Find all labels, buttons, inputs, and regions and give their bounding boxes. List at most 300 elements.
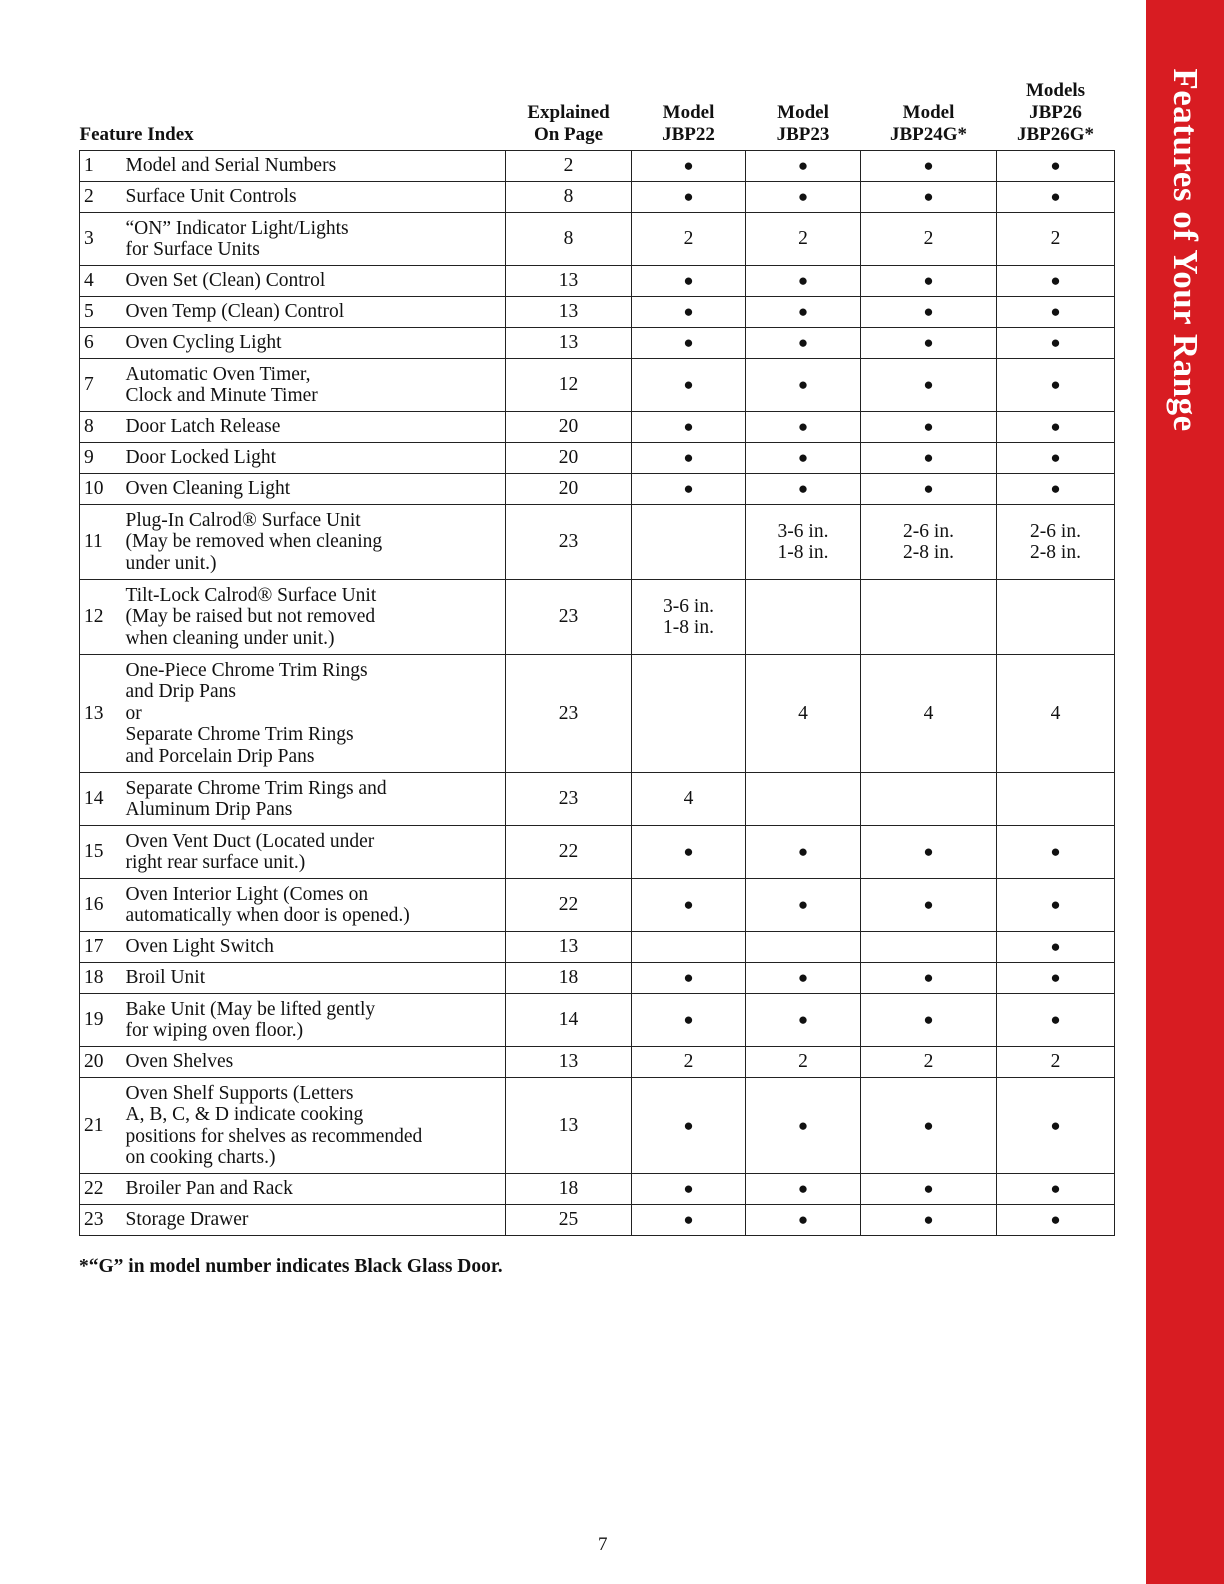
model-jbp22-cell xyxy=(632,994,746,1047)
model-jbp22-cell xyxy=(632,1078,746,1174)
cell-value: 2-8 in. xyxy=(903,542,954,563)
included-dot-icon: ● xyxy=(923,479,934,499)
feature-number: 20 xyxy=(80,1047,116,1078)
explained-on-page: 18 xyxy=(506,1174,632,1205)
explained-on-page: 13 xyxy=(506,932,632,963)
model-jbp23-header xyxy=(746,80,861,151)
feature-name-line: Oven Cycling Light xyxy=(125,332,282,354)
included-dot-icon: ● xyxy=(797,1115,809,1135)
included-dot-icon: ● xyxy=(797,302,809,322)
model-jbp22-cell xyxy=(632,213,746,266)
included-dot-icon: ● xyxy=(1050,479,1061,499)
feature-number: 3 xyxy=(80,213,116,266)
model-jbp24g-cell xyxy=(861,266,997,297)
feature-number: 21 xyxy=(80,1078,116,1174)
feature-name xyxy=(116,655,506,773)
feature-row xyxy=(80,328,1115,359)
header-line: On Page xyxy=(533,124,604,145)
included-dot-icon: ● xyxy=(923,271,934,291)
model-jbp24g-cell xyxy=(861,182,997,213)
header-line: Model xyxy=(662,102,715,123)
model-jbp23-cell xyxy=(746,328,861,359)
included-dot-icon: ● xyxy=(923,417,934,437)
cell-value: 2 xyxy=(798,228,808,250)
feature-number: 23 xyxy=(80,1205,116,1236)
feature-table xyxy=(79,80,1115,1236)
explained-on-page: 13 xyxy=(506,266,632,297)
included-dot-icon: ● xyxy=(683,842,694,862)
model-jbp26-cell xyxy=(997,213,1115,266)
feature-number: 17 xyxy=(80,932,116,963)
included-dot-icon: ● xyxy=(683,1210,694,1230)
model-jbp26-cell xyxy=(997,580,1115,655)
cell-value: 2 xyxy=(923,228,934,250)
feature-name-line: Broil Unit xyxy=(125,967,206,989)
model-jbp24g-cell xyxy=(861,213,997,266)
feature-name-line: and Porcelain Drip Pans xyxy=(125,745,315,767)
feature-name xyxy=(116,443,506,474)
feature-name xyxy=(116,474,506,505)
feature-number: 15 xyxy=(80,826,116,879)
included-dot-icon: ● xyxy=(1050,842,1061,862)
cell-value: 3-6 in. xyxy=(663,595,714,617)
included-dot-icon: ● xyxy=(923,156,934,176)
model-jbp24g-cell xyxy=(861,879,997,932)
feature-number: 10 xyxy=(80,474,116,505)
model-jbp23-cell xyxy=(746,1047,861,1078)
model-jbp26-cell xyxy=(997,879,1115,932)
model-jbp22-cell xyxy=(632,580,746,655)
included-dot-icon: ● xyxy=(683,375,694,395)
included-dot-icon: ● xyxy=(797,1010,809,1030)
included-dot-icon: ● xyxy=(1050,895,1061,915)
model-jbp23-cell xyxy=(746,266,861,297)
model-jbp22-cell xyxy=(632,1205,746,1236)
model-jbp24g-cell xyxy=(861,1205,997,1236)
feature-name xyxy=(116,773,506,826)
feature-row xyxy=(80,474,1115,505)
included-dot-icon: ● xyxy=(923,1010,934,1030)
model-jbp23-cell xyxy=(746,474,861,505)
included-dot-icon: ● xyxy=(1050,302,1061,322)
explained-on-page: 20 xyxy=(506,412,632,443)
feature-number: 4 xyxy=(80,266,116,297)
model-jbp22-cell xyxy=(632,297,746,328)
included-dot-icon: ● xyxy=(923,968,934,988)
model-jbp26-cell xyxy=(997,1078,1115,1174)
feature-name xyxy=(116,213,506,266)
feature-name xyxy=(116,151,506,182)
explained-on-page: 13 xyxy=(506,328,632,359)
model-jbp22-cell xyxy=(632,359,746,412)
feature-name-line: Oven Shelves xyxy=(125,1051,234,1073)
included-dot-icon: ● xyxy=(683,448,694,468)
model-jbp23-cell xyxy=(746,443,861,474)
feature-name xyxy=(116,412,506,443)
model-jbp23-cell xyxy=(746,1078,861,1174)
model-jbp22-cell xyxy=(632,826,746,879)
explained-on-page: 12 xyxy=(506,359,632,412)
included-dot-icon: ● xyxy=(1050,156,1061,176)
feature-name xyxy=(116,1047,506,1078)
explained-on-page: 23 xyxy=(506,655,632,773)
feature-number: 14 xyxy=(80,773,116,826)
model-jbp26-cell xyxy=(997,826,1115,879)
model-jbp24g-cell xyxy=(861,773,997,826)
feature-row xyxy=(80,266,1115,297)
model-jbp22-cell xyxy=(632,474,746,505)
included-dot-icon: ● xyxy=(1050,937,1061,957)
model-jbp23-cell xyxy=(746,879,861,932)
feature-number: 19 xyxy=(80,994,116,1047)
included-dot-icon: ● xyxy=(683,1179,694,1199)
included-dot-icon: ● xyxy=(683,417,694,437)
included-dot-icon: ● xyxy=(1050,968,1061,988)
explained-on-page: 23 xyxy=(506,505,632,580)
included-dot-icon: ● xyxy=(797,333,809,353)
feature-name xyxy=(116,826,506,879)
included-dot-icon: ● xyxy=(923,842,934,862)
feature-name xyxy=(116,1174,506,1205)
included-dot-icon: ● xyxy=(683,895,694,915)
model-jbp23-cell xyxy=(746,826,861,879)
feature-index-label: Feature Index xyxy=(79,124,194,145)
feature-row xyxy=(80,1174,1115,1205)
feature-name xyxy=(116,580,506,655)
explained-on-page: 22 xyxy=(506,826,632,879)
model-jbp24g-cell xyxy=(861,580,997,655)
model-jbp24g-cell xyxy=(861,1078,997,1174)
included-dot-icon: ● xyxy=(797,375,809,395)
header-line: JBP26G* xyxy=(1016,124,1095,145)
model-jbp23-cell xyxy=(746,580,861,655)
model-jbp22-cell xyxy=(632,932,746,963)
included-dot-icon: ● xyxy=(797,271,809,291)
feature-row xyxy=(80,213,1115,266)
explained-on-page: 13 xyxy=(506,1047,632,1078)
feature-name xyxy=(116,266,506,297)
feature-row xyxy=(80,994,1115,1047)
included-dot-icon: ● xyxy=(797,1179,809,1199)
cell-value: 2 xyxy=(683,1051,694,1073)
feature-name-line: Door Locked Light xyxy=(125,447,277,469)
header-line: JBP24G* xyxy=(889,124,968,145)
model-jbp22-cell xyxy=(632,963,746,994)
included-dot-icon: ● xyxy=(923,1115,934,1135)
header-line: Model xyxy=(777,102,829,123)
included-dot-icon: ● xyxy=(683,968,694,988)
included-dot-icon: ● xyxy=(797,842,809,862)
model-jbp22-header xyxy=(632,80,746,151)
included-dot-icon: ● xyxy=(797,417,809,437)
model-jbp26-cell xyxy=(997,1174,1115,1205)
explained-on-page: 13 xyxy=(506,1078,632,1174)
model-jbp24g-cell xyxy=(861,994,997,1047)
feature-name-line: automatically when door is opened.) xyxy=(125,905,410,926)
model-jbp26-cell xyxy=(997,151,1115,182)
cell-value: 2-6 in. xyxy=(1030,520,1081,542)
header-line: JBP22 xyxy=(662,124,715,145)
feature-name-line: Oven Temp (Clean) Control xyxy=(125,301,345,323)
included-dot-icon: ● xyxy=(923,1179,934,1199)
cell-value: 2-6 in. xyxy=(903,520,954,542)
feature-name-line: Separate Chrome Trim Rings and xyxy=(125,777,387,799)
header-line: Models xyxy=(1025,80,1086,101)
cell-value: 4 xyxy=(923,702,934,724)
feature-row xyxy=(80,773,1115,826)
included-dot-icon: ● xyxy=(1050,1179,1061,1199)
feature-row xyxy=(80,963,1115,994)
model-jbp26-cell xyxy=(997,994,1115,1047)
header-line: JBP23 xyxy=(776,124,830,145)
explained-on-page-header xyxy=(506,80,632,151)
cell-value: 3-6 in. xyxy=(777,520,829,542)
model-jbp22-cell xyxy=(632,655,746,773)
model-jbp26-cell xyxy=(997,266,1115,297)
explained-on-page: 8 xyxy=(506,213,632,266)
feature-name-line: Aluminum Drip Pans xyxy=(125,799,293,820)
included-dot-icon: ● xyxy=(1050,375,1061,395)
feature-name-line: when cleaning under unit.) xyxy=(125,627,335,649)
header-line: Explained xyxy=(527,102,610,123)
feature-number: 12 xyxy=(80,580,116,655)
feature-number: 6 xyxy=(80,328,116,359)
cell-value: 4 xyxy=(798,702,808,724)
model-jbp24g-cell xyxy=(861,474,997,505)
model-jbp24g-cell xyxy=(861,826,997,879)
feature-row xyxy=(80,1078,1115,1174)
feature-name-line: on cooking charts.) xyxy=(125,1147,276,1168)
feature-name xyxy=(116,879,506,932)
model-jbp23-cell xyxy=(746,505,861,580)
model-jbp26-cell xyxy=(997,655,1115,773)
cell-value: 2 xyxy=(798,1051,808,1073)
model-jbp23-cell xyxy=(746,297,861,328)
feature-name xyxy=(116,297,506,328)
included-dot-icon: ● xyxy=(683,156,694,176)
model-jbp23-cell xyxy=(746,994,861,1047)
included-dot-icon: ● xyxy=(683,479,694,499)
included-dot-icon: ● xyxy=(797,156,809,176)
explained-on-page: 2 xyxy=(506,151,632,182)
included-dot-icon: ● xyxy=(1050,187,1061,207)
feature-number: 16 xyxy=(80,879,116,932)
feature-name xyxy=(116,1205,506,1236)
model-jbp24g-cell xyxy=(861,655,997,773)
model-jbp23-cell xyxy=(746,182,861,213)
included-dot-icon: ● xyxy=(923,375,934,395)
included-dot-icon: ● xyxy=(923,895,934,915)
cell-value: 1-8 in. xyxy=(777,542,829,563)
cell-value: 2-8 in. xyxy=(1030,542,1081,563)
model-jbp26-cell xyxy=(997,328,1115,359)
feature-name-line: right rear surface unit.) xyxy=(125,852,306,873)
feature-name-line: Clock and Minute Timer xyxy=(125,385,318,406)
model-jbp22-cell xyxy=(632,266,746,297)
feature-name xyxy=(116,932,506,963)
model-jbp22-cell xyxy=(632,773,746,826)
feature-row xyxy=(80,359,1115,412)
feature-name-line: Automatic Oven Timer, xyxy=(125,363,311,385)
feature-number: 13 xyxy=(80,655,116,773)
feature-name-line: Broiler Pan and Rack xyxy=(125,1178,293,1200)
feature-name-line: (May be raised but not removed xyxy=(125,606,376,628)
included-dot-icon: ● xyxy=(683,302,694,322)
model-jbp23-cell xyxy=(746,1205,861,1236)
feature-name-line: or xyxy=(125,702,142,724)
explained-on-page: 20 xyxy=(506,474,632,505)
feature-row xyxy=(80,879,1115,932)
included-dot-icon: ● xyxy=(1050,1210,1061,1230)
feature-name-line: Model and Serial Numbers xyxy=(125,155,337,177)
included-dot-icon: ● xyxy=(797,968,809,988)
model-jbp24g-cell xyxy=(861,359,997,412)
feature-name xyxy=(116,182,506,213)
feature-name-line: A, B, C, & D indicate cooking xyxy=(125,1104,364,1125)
feature-index-header xyxy=(80,80,506,151)
feature-name-line: under unit.) xyxy=(125,552,217,574)
model-jbp23-cell xyxy=(746,932,861,963)
model-jbp24g-cell xyxy=(861,1047,997,1078)
feature-row xyxy=(80,412,1115,443)
model-jbp23-cell xyxy=(746,151,861,182)
included-dot-icon: ● xyxy=(1050,333,1061,353)
model-jbp26-cell xyxy=(997,963,1115,994)
model-jbp24g-cell xyxy=(861,1174,997,1205)
feature-name xyxy=(116,505,506,580)
model-jbp26-cell xyxy=(997,1205,1115,1236)
feature-row xyxy=(80,655,1115,773)
cell-value: 2 xyxy=(683,228,694,250)
cell-value: 2 xyxy=(1050,1051,1061,1073)
feature-number: 5 xyxy=(80,297,116,328)
feature-name-line: Surface Unit Controls xyxy=(125,186,297,208)
feature-row xyxy=(80,182,1115,213)
feature-name xyxy=(116,328,506,359)
feature-name xyxy=(116,994,506,1047)
included-dot-icon: ● xyxy=(797,448,809,468)
explained-on-page: 14 xyxy=(506,994,632,1047)
explained-on-page: 25 xyxy=(506,1205,632,1236)
included-dot-icon: ● xyxy=(1050,448,1061,468)
header-line: JBP26 xyxy=(1029,102,1082,123)
page-number: 7 xyxy=(598,1534,608,1555)
feature-name-line: Oven Light Switch xyxy=(125,936,274,958)
feature-name-line: Oven Set (Clean) Control xyxy=(125,270,326,292)
feature-number: 11 xyxy=(80,505,116,580)
feature-name xyxy=(116,963,506,994)
included-dot-icon: ● xyxy=(1050,271,1061,291)
feature-number: 2 xyxy=(80,182,116,213)
cell-value: 1-8 in. xyxy=(663,617,714,638)
model-jbp26-cell xyxy=(997,182,1115,213)
model-jbp22-cell xyxy=(632,412,746,443)
model-jbp24g-cell xyxy=(861,151,997,182)
model-jbp23-cell xyxy=(746,412,861,443)
feature-number: 18 xyxy=(80,963,116,994)
feature-row xyxy=(80,1047,1115,1078)
included-dot-icon: ● xyxy=(797,1210,809,1230)
model-jbp24g-cell xyxy=(861,963,997,994)
model-jbp22-cell xyxy=(632,182,746,213)
model-jbp26-cell xyxy=(997,505,1115,580)
feature-name-line: (May be removed when cleaning xyxy=(125,531,383,553)
explained-on-page: 23 xyxy=(506,580,632,655)
included-dot-icon: ● xyxy=(797,479,809,499)
cell-value: 2 xyxy=(1050,228,1061,250)
feature-number: 22 xyxy=(80,1174,116,1205)
model-jbp23-cell xyxy=(746,655,861,773)
feature-row xyxy=(80,580,1115,655)
feature-name-line: positions for shelves as recommended xyxy=(125,1125,423,1147)
included-dot-icon: ● xyxy=(923,1210,934,1230)
explained-on-page: 18 xyxy=(506,963,632,994)
cell-value: 2 xyxy=(923,1051,934,1073)
model-jbp23-cell xyxy=(746,773,861,826)
model-jbp26-cell xyxy=(997,932,1115,963)
model-jbp26-cell xyxy=(997,773,1115,826)
included-dot-icon: ● xyxy=(683,333,694,353)
model-jbp26-cell xyxy=(997,1047,1115,1078)
included-dot-icon: ● xyxy=(1050,1010,1061,1030)
model-jbp22-cell xyxy=(632,1174,746,1205)
model-jbp24g-cell xyxy=(861,297,997,328)
feature-name-line: Oven Cleaning Light xyxy=(125,478,291,500)
model-jbp24g-cell xyxy=(861,412,997,443)
model-jbp22-cell xyxy=(632,151,746,182)
feature-name-line: Tilt-Lock Calrod® Surface Unit xyxy=(125,584,377,606)
feature-name-line: “ON” Indicator Light/Lights xyxy=(125,217,349,239)
model-jbp26-cell xyxy=(997,474,1115,505)
included-dot-icon: ● xyxy=(1050,417,1061,437)
feature-name-line: for Surface Units xyxy=(125,239,260,260)
model-jbp23-cell xyxy=(746,963,861,994)
explained-on-page: 20 xyxy=(506,443,632,474)
cell-value: 4 xyxy=(683,788,694,810)
header-line: Model xyxy=(902,102,955,123)
feature-number: 8 xyxy=(80,412,116,443)
model-jbp22-cell xyxy=(632,443,746,474)
section-title: Features of Your Range xyxy=(1166,68,1205,432)
explained-on-page: 8 xyxy=(506,182,632,213)
feature-row xyxy=(80,443,1115,474)
feature-name-line: One-Piece Chrome Trim Rings xyxy=(125,659,368,681)
included-dot-icon: ● xyxy=(683,271,694,291)
included-dot-icon: ● xyxy=(797,187,809,207)
feature-name-line: Separate Chrome Trim Rings xyxy=(125,724,354,746)
model-jbp26-cell xyxy=(997,412,1115,443)
included-dot-icon: ● xyxy=(683,1010,694,1030)
feature-number: 9 xyxy=(80,443,116,474)
explained-on-page: 13 xyxy=(506,297,632,328)
feature-name xyxy=(116,359,506,412)
feature-number: 1 xyxy=(80,151,116,182)
model-jbp22-cell xyxy=(632,1047,746,1078)
included-dot-icon: ● xyxy=(923,187,934,207)
feature-row xyxy=(80,505,1115,580)
feature-row xyxy=(80,1205,1115,1236)
feature-rows xyxy=(80,151,1115,1236)
models-jbp26-header xyxy=(997,80,1115,151)
model-jbp24g-cell xyxy=(861,505,997,580)
included-dot-icon: ● xyxy=(797,895,809,915)
included-dot-icon: ● xyxy=(1050,1115,1061,1135)
model-jbp23-cell xyxy=(746,1174,861,1205)
feature-row xyxy=(80,297,1115,328)
model-jbp24g-header xyxy=(861,80,997,151)
model-jbp22-cell xyxy=(632,328,746,359)
feature-name-line: and Drip Pans xyxy=(125,681,236,703)
